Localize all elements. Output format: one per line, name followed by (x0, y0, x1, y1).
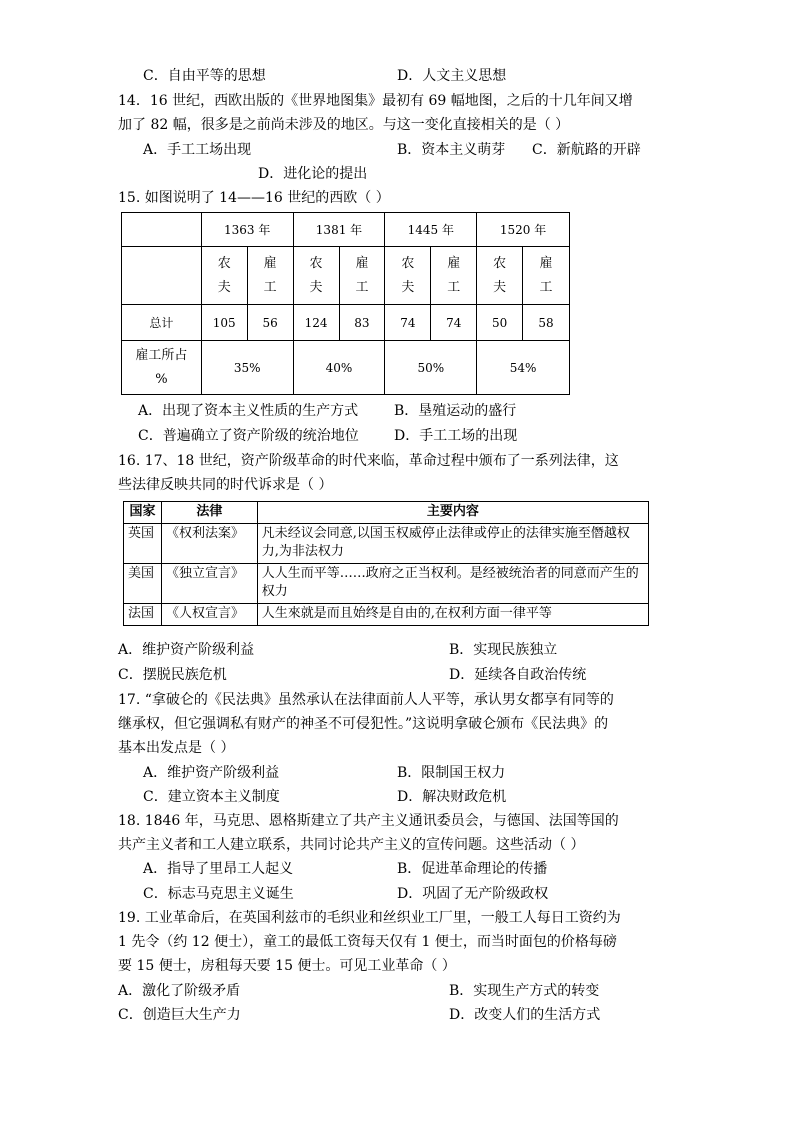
q13-option-d: D．人文主义思想 (397, 68, 507, 84)
q15-table (121, 212, 570, 395)
q16-country-cell: 法国 (124, 604, 162, 626)
q14-option-a: A．手工工场出现 (143, 142, 252, 158)
q17-stem-line3: 基本出发点是（ ） (118, 740, 235, 756)
q16-content-cell: 凡未经议会同意,以国玉权威停止法律或停止的法律实施至僭越权力,为非法权力 (257, 524, 648, 564)
q15-year: 1363 年 (201, 213, 293, 247)
q16-option-b: B．实现民族独立 (449, 642, 558, 658)
q15-total-cell: 74 (385, 305, 431, 341)
q15-total-cell: 74 (431, 305, 477, 341)
q18-option-c: C．标志马克思主义诞生 (143, 886, 294, 902)
q15-ratio-cell: 54% (477, 341, 570, 395)
q18-option-d: D．巩固了无产阶级政权 (397, 886, 549, 902)
q14-option-c: C．新航路的开辟 (532, 142, 641, 158)
q16-option-c: C．摆脱民族危机 (118, 667, 227, 683)
q16-stem-line1: 16. 17、18 世纪，资产阶级革命的时代来临，革命过程中颁布了一系列法律，这 (118, 453, 619, 469)
q15-total-cell: 83 (339, 305, 385, 341)
q15-year: 1520 年 (477, 213, 570, 247)
q16-stem-line2: 些法律反映共同的时代诉求是（ ） (118, 477, 333, 493)
q15-hired-header: 雇 工 (247, 247, 293, 305)
q15-farmer-header: 农 夫 (293, 247, 339, 305)
q14-stem-line1: 14．16 世纪，西欧出版的《世界地图集》最初有 69 幅地图，之后的十几年间又增 (118, 93, 633, 109)
q15-option-c: C．普遍确立了资产阶级的统治地位 (138, 428, 359, 444)
q15-total-cell: 50 (477, 305, 523, 341)
q15-total-label: 总计 (122, 305, 202, 341)
q19-option-d: D．改变人们的生活方式 (449, 1007, 601, 1023)
q19-option-c: C．创造巨大生产力 (118, 1007, 241, 1023)
q15-hired-header: 雇 工 (431, 247, 477, 305)
q15-ratio-cell: 50% (385, 341, 477, 395)
q15-total-cell: 105 (201, 305, 247, 341)
q15-farmer-header: 农 夫 (477, 247, 523, 305)
q15-ratio-label: 雇工所占 % (122, 341, 202, 395)
q16-law-table (123, 501, 649, 626)
q15-farmer-header: 农 夫 (385, 247, 431, 305)
q16-content-cell: 人生來就是而且始终是自由的,在权利方面一律平等 (257, 604, 648, 626)
q15-total-cell: 58 (523, 305, 570, 341)
q16-header-country: 国家 (124, 502, 162, 524)
q19-stem-line3: 要 15 便士，房租每天要 15 便士。可见工业革命（ ） (118, 958, 456, 974)
q19-option-b: B．实现生产方式的转变 (449, 983, 600, 999)
q16-option-d: D．延续各自政治传统 (449, 667, 587, 683)
q15-empty-cell (122, 247, 202, 305)
q18-option-a: A．指导了里昂工人起义 (143, 861, 294, 877)
q15-year: 1445 年 (385, 213, 477, 247)
q13-option-c: C．自由平等的思想 (143, 68, 266, 84)
q17-option-c: C．建立资本主义制度 (143, 789, 280, 805)
q14-option-b: B．资本主义萌芽 (397, 142, 506, 158)
q19-stem-line2: 1 先令（约 12 便士），童工的最低工资每天仅有 1 便士，而当时面包的价格每磅 (118, 934, 617, 950)
q16-country-cell: 英国 (124, 524, 162, 564)
q16-country-cell: 美国 (124, 564, 162, 604)
q15-option-d: D．手工工场的出现 (394, 428, 518, 444)
q16-header-law: 法律 (161, 502, 257, 524)
q15-ratio-cell: 35% (201, 341, 293, 395)
q15-year: 1381 年 (293, 213, 385, 247)
q17-option-d: D．解决财政危机 (397, 789, 507, 805)
q15-ratio-cell: 40% (293, 341, 385, 395)
q14-stem-line2: 加了 82 幅，很多是之前尚未涉及的地区。与这一变化直接相关的是（ ） (118, 117, 570, 133)
q15-option-b: B．垦殖运动的盛行 (394, 403, 517, 419)
q15-hired-header: 雇 工 (339, 247, 385, 305)
q19-option-a: A．激化了阶级矛盾 (118, 983, 241, 999)
q17-stem-line2: 继承权，但它强调私有财产的神圣不可侵犯性。”这说明拿破仑颁布《民法典》的 (118, 716, 609, 732)
q19-stem-line1: 19. 工业革命后，在英国利兹市的毛织业和丝织业工厂里，一般工人每日工资约为 (118, 910, 621, 926)
q15-total-cell: 56 (247, 305, 293, 341)
q15-corner-cell (122, 213, 202, 247)
q14-option-d: D．进化论的提出 (258, 166, 368, 182)
q17-option-b: B．限制国王权力 (397, 765, 506, 781)
q16-law-cell: 《权利法案》 (161, 524, 257, 564)
q16-header-content: 主要内容 (257, 502, 648, 524)
q18-stem-line2: 共产主义者和工人建立联系，共同讨论共产主义的宣传问题。这些活动（ ） (118, 837, 585, 853)
q16-option-a: A．维护资产阶级利益 (118, 642, 255, 658)
q17-stem-line1: 17. “拿破仑的《民法典》虽然承认在法律面前人人平等，承认男女都享有同等的 (118, 692, 614, 708)
q18-stem-line1: 18. 1846 年，马克思、恩格斯建立了共产主义通讯委员会，与德国、法国等国的 (118, 813, 619, 829)
q15-stem: 15. 如图说明了 14——16 世纪的西欧（ ） (118, 190, 390, 206)
q16-content-cell: 人人生而平等……政府之正当权利。是经被统治者的同意而产生的权力 (257, 564, 648, 604)
q15-total-cell: 124 (293, 305, 339, 341)
q15-option-a: A．出现了资本主义性质的生产方式 (138, 403, 359, 419)
q15-hired-header: 雇 工 (523, 247, 570, 305)
q18-option-b: B．促进革命理论的传播 (397, 861, 548, 877)
q17-option-a: A．维护资产阶级利益 (143, 765, 280, 781)
q15-farmer-header: 农 夫 (201, 247, 247, 305)
q16-law-cell: 《人权宣言》 (161, 604, 257, 626)
q16-law-cell: 《独立宣言》 (161, 564, 257, 604)
